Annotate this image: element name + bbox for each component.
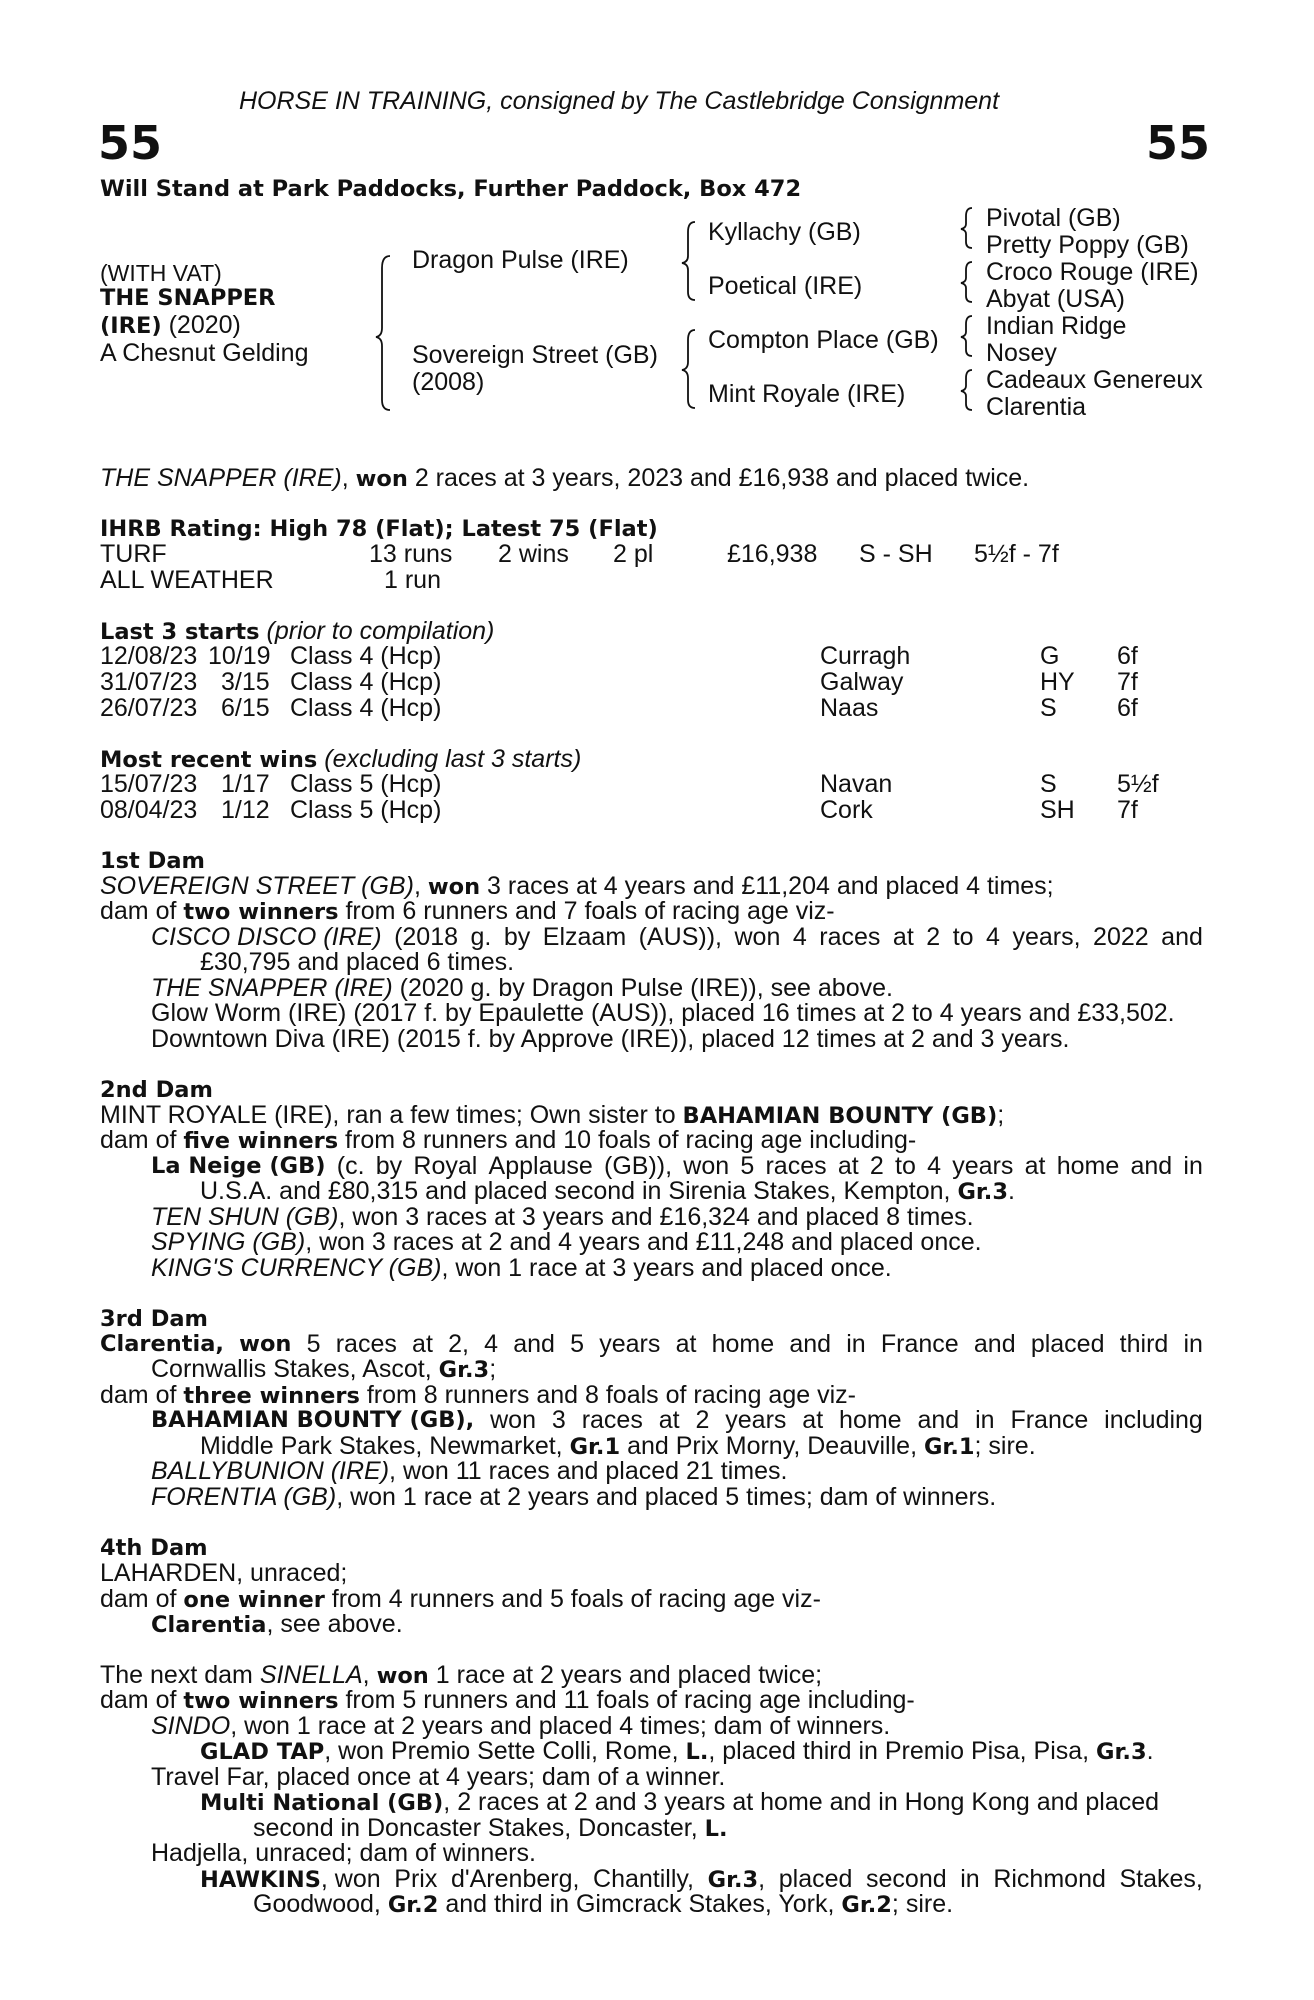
text: (2020 g. by Dragon Pulse (IRE)), see above. [392, 974, 893, 1002]
word: Prix [394, 1865, 438, 1893]
dam1-line5 [151, 975, 893, 1001]
word: France [880, 1330, 959, 1358]
word: and [513, 1330, 555, 1358]
text: MINT ROYALE (IRE), ran a few times; Own sister to [100, 1101, 683, 1129]
word: (2018 [394, 923, 459, 951]
text: dam of [100, 1381, 184, 1409]
race-position: 10/19 [208, 642, 271, 670]
word: Applause [488, 1152, 593, 1180]
race-going: S [1040, 770, 1057, 798]
word: races [335, 1330, 397, 1358]
race-class: Class 5 (Hcp) [290, 770, 442, 798]
offspring-name: Multi National (GB) [200, 1790, 444, 1816]
word: at [837, 1152, 859, 1180]
turf-wins: 2 wins [498, 540, 569, 568]
group-grade: Gr.3 [707, 1867, 759, 1893]
word: in [960, 1865, 980, 1893]
dam-name: SINELLA [259, 1661, 363, 1689]
next-line10 [253, 1891, 953, 1918]
dam2-line6 [151, 1229, 982, 1255]
word: in [846, 1330, 866, 1358]
turf-going: S - SH [859, 540, 933, 568]
race-class: Class 5 (Hcp) [290, 796, 442, 824]
word: 2 [869, 1152, 884, 1180]
text: 3 races at 4 years and £11,204 and placed 4 times; [480, 872, 1054, 900]
word: and [1130, 1152, 1173, 1180]
dam1-title: 1st Dam [100, 848, 205, 874]
word: France [1010, 1406, 1089, 1434]
word: 2, [448, 1330, 469, 1358]
word: placed [1030, 1330, 1105, 1358]
text: ; sire. [891, 1890, 954, 1918]
word: 5 [570, 1330, 585, 1358]
winners-count: one winner [183, 1587, 325, 1613]
race-going: S [1040, 694, 1057, 722]
text: ; [997, 1101, 1005, 1129]
dam1-line4: £30,795 and placed 6 times. [200, 948, 515, 976]
word: 4 [484, 1330, 499, 1358]
text: 1 race at 2 years and placed twice; [428, 1661, 823, 1689]
text: , see above. [266, 1610, 403, 1638]
text: from 6 runners and 7 foals of racing age viz- [338, 897, 835, 925]
text: , won 3 races at 3 years and £16,324 and placed 8 times. [338, 1203, 974, 1231]
last3-title: Last 3 starts [100, 619, 260, 645]
dam-name: SOVEREIGN STREET (GB) [100, 872, 414, 900]
word: years, [1012, 923, 1081, 951]
word: to [952, 923, 974, 951]
next-line8: Hadjella, unraced; dam of winners. [151, 1839, 536, 1867]
word: placed [778, 1865, 853, 1893]
offspring-name: SINDO [151, 1712, 231, 1740]
word: 4 [792, 923, 807, 951]
dam-name: Clarentia, [100, 1331, 224, 1357]
race-date: 26/07/23 [100, 694, 198, 722]
text: dam of [100, 1126, 184, 1154]
word: years [599, 1330, 661, 1358]
dam2-title: 2nd Dam [100, 1077, 213, 1103]
dam4-line1: LAHARDEN, unraced; [100, 1559, 348, 1587]
last3-heading [100, 618, 494, 645]
text: U.S.A. and £80,315 and placed second in Sirenia Stakes, Kempton, [200, 1177, 958, 1205]
dam3-line5 [200, 1433, 1036, 1460]
word: 3 [551, 1406, 566, 1434]
group-grade: Gr.2 [841, 1892, 892, 1918]
dam-name: Sovereign Street (GB) [412, 341, 658, 369]
race-distance: 6f [1117, 694, 1138, 722]
turf-label: TURF [100, 540, 167, 568]
race-going: SH [1040, 796, 1075, 824]
word: 2 [695, 1406, 710, 1434]
winners-count: five winners [183, 1128, 339, 1154]
text: Goodwood, [253, 1890, 388, 1918]
race-going: HY [1040, 668, 1075, 696]
offspring-name: CISCO DISCO (IRE) [151, 923, 382, 951]
dam4-line3 [151, 1611, 403, 1638]
summary-rest: 2 races at 3 years, 2023 and £16,938 and placed twice. [407, 464, 1030, 492]
turf-placed: 2 pl [613, 540, 654, 568]
next-line7 [253, 1815, 728, 1842]
word: in [1183, 1152, 1203, 1180]
won-label: won [427, 874, 481, 900]
ancestor-2: Pretty Poppy (GB) [986, 231, 1189, 259]
text: dam of [100, 1585, 184, 1613]
race-date: 12/08/23 [100, 642, 198, 670]
group-grade: Gr.2 [387, 1892, 439, 1918]
word: races [765, 1152, 827, 1180]
horse-country: (IRE) [100, 313, 162, 339]
word: 2 [926, 923, 941, 951]
word: 4 [927, 1152, 942, 1180]
race-distance: 7f [1117, 796, 1138, 824]
horse-year: (2020) [161, 311, 241, 339]
dam4-title: 4th Dam [100, 1535, 208, 1561]
text: , won 3 races at 2 and 4 years and £11,248 and placed once. [305, 1228, 982, 1256]
dam2-line7 [151, 1255, 892, 1281]
horse-description: A Chesnut Gelding [100, 339, 309, 367]
word: 5 [740, 1152, 755, 1180]
offspring-name: THE SNAPPER (IRE) [151, 974, 393, 1002]
offspring-name: Clarentia [151, 1612, 267, 1638]
word: to [895, 1152, 916, 1180]
word: in [975, 1406, 995, 1434]
race-distance: 6f [1117, 642, 1138, 670]
dam2-line4 [200, 1178, 1015, 1205]
text: , placed third in Premio Pisa, Pisa, [708, 1737, 1097, 1765]
word: by [375, 1152, 403, 1180]
word: (c. [336, 1152, 365, 1180]
dam2-line3 [151, 1153, 1203, 1179]
text: . [1008, 1177, 1015, 1205]
word: races [581, 1406, 643, 1434]
word: 2022 [1093, 923, 1149, 951]
text: dam of [100, 897, 184, 925]
rating-title: IHRB Rating: High 78 (Flat); Latest 75 (Flat) [100, 516, 658, 542]
ancestor-8: Clarentia [986, 393, 1087, 421]
text: , won 11 races and placed 21 times. [389, 1457, 788, 1485]
race-course: Curragh [820, 642, 911, 670]
ancestor-4: Abyat (USA) [986, 285, 1125, 313]
word: at [658, 1406, 680, 1434]
summary-won: won [355, 466, 408, 492]
offspring-name: HAWKINS [200, 1867, 321, 1893]
word: years [725, 1406, 787, 1434]
turf-prize: £16,938 [727, 540, 818, 568]
word: home [711, 1330, 775, 1358]
text: , 2 races at 2 and 3 years at home and in Hong Kong and placed [443, 1788, 1160, 1816]
listed-grade: L. [685, 1739, 709, 1765]
winners-count: three winners [183, 1383, 360, 1409]
word: Elzaam [542, 923, 627, 951]
text: , [413, 872, 428, 900]
race-class: Class 4 (Hcp) [290, 642, 442, 670]
aw-label: ALL WEATHER [100, 566, 274, 594]
dam2-line5 [151, 1204, 974, 1230]
word: (GB)), [604, 1152, 673, 1180]
text: dam of [100, 1686, 184, 1714]
text: The next dam [100, 1661, 260, 1689]
text: , won 1 race at 2 years and placed 4 times; dam of winners. [230, 1712, 891, 1740]
ancestor-3: Croco Rouge (IRE) [986, 258, 1199, 286]
race-position: 6/15 [221, 694, 270, 722]
word: g. [470, 923, 492, 951]
race-position: 1/17 [221, 770, 270, 798]
summary-name: THE SNAPPER (IRE) [100, 464, 342, 492]
winners-count: two winners [183, 1688, 339, 1714]
dam3-line3 [100, 1382, 856, 1409]
grandsire-2: Compton Place (GB) [708, 326, 939, 354]
race-position: 3/15 [221, 668, 270, 696]
dam2-line2 [100, 1127, 916, 1154]
text: , won Premio Sette Colli, Rome, [324, 1737, 686, 1765]
text: ; [489, 1355, 497, 1383]
text: from 4 runners and 5 foals of racing age viz- [324, 1585, 821, 1613]
dam2-line1 [100, 1102, 1004, 1129]
word: 5 [306, 1330, 321, 1358]
offspring-name: La Neige (GB) [151, 1153, 326, 1179]
lot-number-left: 55 [98, 116, 163, 170]
dam1-line6: Glow Worm (IRE) (2017 f. by Epaulette (AUS)), placed 16 times at 2 to 4 years and £33,502. [151, 999, 1175, 1027]
race-going: G [1040, 642, 1060, 670]
race-class: Class 4 (Hcp) [290, 694, 442, 722]
group-grade: Gr.3 [957, 1179, 1008, 1205]
word: (AUS)), [638, 923, 722, 951]
last3-note: (prior to compilation) [259, 617, 495, 645]
won-label: won [239, 1331, 292, 1357]
race-summary: THE SNAPPER (IRE), won 2 races at 3 years, 2023 and £16,938 and placed twice. [100, 464, 1030, 492]
dam-year: (2008) [412, 368, 485, 396]
word: won [734, 923, 781, 951]
text: from 8 runners and 10 foals of racing age including- [338, 1126, 917, 1154]
turf-distance: 5½f - 7f [974, 540, 1059, 568]
race-date: 31/07/23 [100, 668, 198, 696]
race-course: Galway [820, 668, 904, 696]
dam3-line4 [151, 1407, 1203, 1433]
turf-runs: 13 runs [369, 540, 453, 568]
dam3-title: 3rd Dam [100, 1306, 208, 1332]
offspring-name: KING'S CURRENCY (GB) [151, 1254, 442, 1282]
word: including [1104, 1406, 1203, 1434]
race-course: Naas [820, 694, 879, 722]
next-line6 [200, 1789, 1159, 1816]
group-grade: Gr.3 [1096, 1739, 1147, 1765]
dam4-line2 [100, 1586, 821, 1613]
word: Richmond [993, 1865, 1106, 1893]
text: Cornwallis Stakes, Ascot, [151, 1355, 439, 1383]
aw-runs: 1 run [384, 566, 441, 594]
text: , [362, 1661, 377, 1689]
group-grade: Gr.1 [569, 1434, 621, 1460]
winners-count: two winners [183, 899, 339, 925]
word: in [1183, 1330, 1203, 1358]
word: years [952, 1152, 1014, 1180]
text: and Prix Morny, Deauville, [620, 1432, 924, 1460]
sister-name: BAHAMIAN BOUNTY (GB) [682, 1103, 998, 1129]
recent-note: (excluding last 3 starts) [317, 745, 582, 773]
race-date: 08/04/23 [100, 796, 198, 824]
race-course: Cork [820, 796, 873, 824]
next-line9 [200, 1866, 1203, 1893]
group-grade: Gr.3 [438, 1357, 490, 1383]
race-date: 15/07/23 [100, 770, 198, 798]
word: and [973, 1330, 1016, 1358]
text: ; sire. [974, 1432, 1036, 1460]
dam3-line7 [151, 1484, 996, 1510]
word: d'Arenberg, [450, 1865, 580, 1893]
race-class: Class 4 (Hcp) [290, 668, 442, 696]
group-grade: Gr.1 [923, 1434, 975, 1460]
word: at [675, 1330, 697, 1358]
next-line1 [100, 1662, 822, 1689]
race-distance: 7f [1117, 668, 1138, 696]
race-distance: 5½f [1117, 770, 1159, 798]
won-label: won [376, 1663, 429, 1689]
text: , won 1 race at 3 years and placed once. [441, 1254, 892, 1282]
text: , won 1 race at 2 years and placed 5 times; dam of winners. [336, 1483, 997, 1511]
word: races [819, 923, 881, 951]
word: won [683, 1152, 730, 1180]
stand-location: Will Stand at Park Paddocks, Further Paddock, Box 472 [100, 176, 802, 202]
offspring-name: TEN SHUN (GB) [151, 1203, 339, 1231]
granddam-1: Poetical (IRE) [708, 272, 863, 300]
word: and [917, 1406, 960, 1434]
consignment-header: HORSE IN TRAINING, consigned by The Castlebridge Consignment [239, 87, 1000, 115]
text: from 5 runners and 11 foals of racing age including- [338, 1686, 915, 1714]
word: , won [320, 1865, 381, 1893]
next-line5: Travel Far, placed once at 4 years; dam of a winner. [151, 1763, 726, 1791]
word: at [412, 1330, 433, 1358]
text: from 8 runners and 8 foals of racing age viz- [359, 1381, 856, 1409]
dam3-line2 [151, 1356, 496, 1383]
text: . [1146, 1737, 1154, 1765]
dam1-line2 [100, 898, 835, 925]
race-position: 1/12 [221, 796, 270, 824]
text: second in Doncaster Stakes, Doncaster, [253, 1814, 705, 1842]
dam3-line1 [100, 1331, 1203, 1357]
sire-name: Dragon Pulse (IRE) [412, 246, 629, 274]
word: 4 [986, 923, 1000, 951]
offspring-name: FORENTIA (GB) [151, 1483, 337, 1511]
word: , [758, 1865, 766, 1893]
horse-name: THE SNAPPER [100, 285, 276, 311]
word: Royal [413, 1152, 478, 1180]
dam1-line3 [151, 924, 1203, 950]
ancestor-1: Pivotal (GB) [986, 204, 1121, 232]
word: home [839, 1406, 902, 1434]
offspring-name: GLAD TAP [200, 1739, 325, 1765]
word: by [503, 923, 531, 951]
next-line3 [151, 1713, 890, 1739]
text: Middle Park Stakes, Newmarket, [200, 1432, 570, 1460]
word: and [789, 1330, 832, 1358]
lot-number-right: 55 [1146, 116, 1211, 170]
word: won [490, 1406, 536, 1434]
recent-title: Most recent wins [100, 747, 318, 773]
dam1-line1 [100, 873, 1054, 900]
dam3-line6 [151, 1458, 787, 1484]
word: and [1161, 923, 1203, 951]
word: at [1024, 1152, 1046, 1180]
word: third [1119, 1330, 1169, 1358]
word: Stakes, [1119, 1865, 1203, 1893]
offspring-name: BALLYBUNION (IRE) [151, 1457, 390, 1485]
offspring-name: SPYING (GB) [151, 1228, 306, 1256]
race-course: Navan [820, 770, 893, 798]
next-line4 [200, 1738, 1154, 1765]
word: at [892, 923, 914, 951]
ancestor-7: Cadeaux Genereux [986, 366, 1203, 394]
offspring-name: BAHAMIAN BOUNTY (GB), [151, 1407, 475, 1433]
word: at [802, 1406, 824, 1434]
listed-grade: L. [704, 1816, 728, 1842]
dam1-line7: Downtown Diva (IRE) (2015 f. by Approve (IRE)), placed 12 times at 2 and 3 years. [151, 1025, 1070, 1053]
ancestor-6: Nosey [986, 339, 1057, 367]
next-line2 [100, 1687, 915, 1714]
word: second [866, 1865, 947, 1893]
word: Chantilly, [593, 1865, 694, 1893]
recent-heading [100, 746, 581, 773]
vat-note: (WITH VAT) [100, 260, 222, 286]
word: home [1056, 1152, 1120, 1180]
ancestor-5: Indian Ridge [986, 312, 1127, 340]
grandsire-1: Kyllachy (GB) [708, 218, 861, 246]
granddam-2: Mint Royale (IRE) [708, 380, 906, 408]
text: and third in Gimcrack Stakes, York, [438, 1890, 842, 1918]
